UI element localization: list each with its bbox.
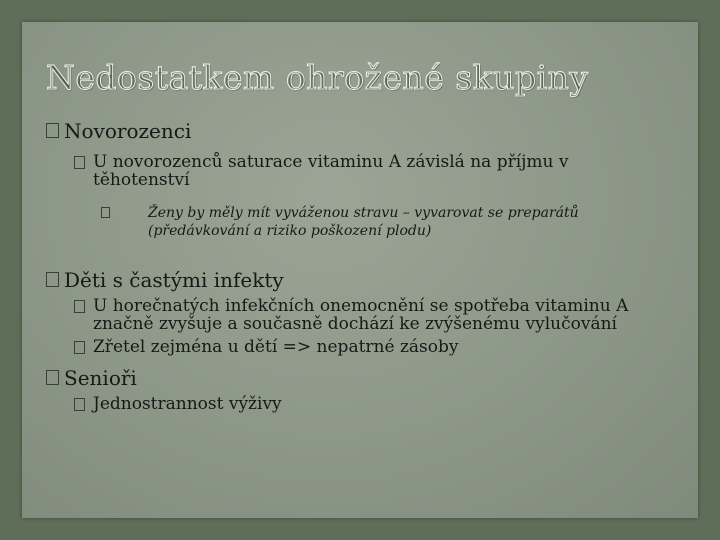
slide-title: Nedostatkem ohrožené skupiny: [46, 58, 589, 97]
square-bullet-icon: [101, 207, 110, 218]
list-item: [74, 153, 628, 189]
square-bullet-icon: [74, 341, 85, 354]
list-item: [74, 338, 663, 356]
section-heading: Novorozenci: [64, 119, 192, 143]
list-item-seniori: [46, 365, 666, 391]
list-item: [101, 204, 618, 240]
list-item-text: Zřetel zejména u dětí => nepatrné zásoby: [93, 337, 459, 357]
square-bullet-icon: [74, 156, 85, 169]
square-bullet-icon: [46, 123, 59, 138]
list-item-text: U novorozenců saturace vitaminu A závislá na příjmu v těhotenství: [93, 152, 569, 190]
square-bullet-icon: [74, 300, 85, 313]
list-item-text: U horečnatých infekčních onemocnění se spotřeba vitaminu A značně zvyšuje a současně dochází ke zvýšenému vylučování: [93, 296, 629, 334]
square-bullet-icon: [46, 370, 59, 385]
bullet-list: [46, 118, 666, 413]
section-heading: Senioři: [64, 366, 137, 390]
square-bullet-icon: [74, 398, 85, 411]
square-bullet-icon: [46, 272, 59, 287]
list-item: [74, 395, 663, 413]
list-item-deti: [46, 267, 666, 293]
list-item: [74, 297, 663, 333]
list-item-text: Jednostrannost výživy: [93, 394, 282, 414]
list-item-novorozenci: [46, 118, 666, 144]
section-heading: Děti s častými infekty: [64, 268, 284, 292]
list-item-text: Ženy by měly mít vyváženou stravu – vyvarovat se preparátů (předávkování a riziko poškození plodu): [148, 205, 579, 239]
